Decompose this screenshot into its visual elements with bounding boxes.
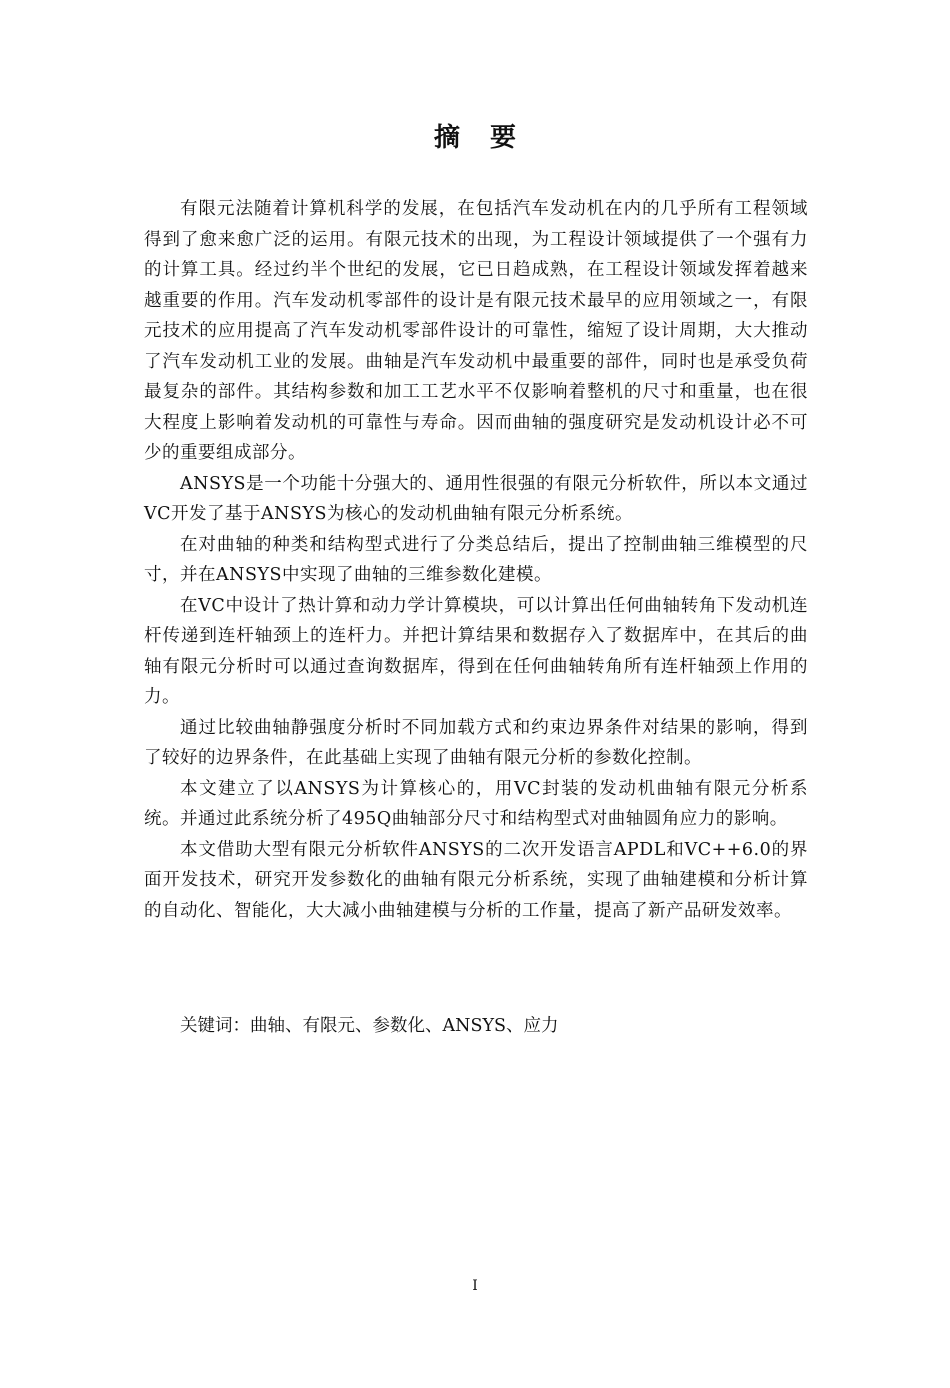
abstract-title: 摘要 [433, 123, 546, 153]
abstract-paragraph-6: 本文建立了以ANSYS为计算核心的，用VC封装的发动机曲轴有限元分析系统。并通过此系统分析了495Q曲轴部分尺寸和结构型式对曲轴圆角应力的影响。 [144, 778, 808, 829]
keywords-line: 关键词：曲轴、有限元、参数化、ANSYS、应力 [180, 1016, 559, 1036]
page-number: I [472, 1278, 478, 1294]
abstract-paragraph-7: 本文借助大型有限元分析软件ANSYS的二次开发语言APDL和VC++6.0的界面开发技术，研究开发参数化的曲轴有限元分析系统，实现了曲轴建模和分析计算的自动化、智能化，大大减小曲轴建模与分析的工作量，提高了新产品研发效率。 [144, 839, 808, 921]
abstract-paragraph-5: 通过比较曲轴静强度分析时不同加载方式和约束边界条件对结果的影响，得到了较好的边界条件，在此基础上实现了曲轴有限元分析的参数化控制。 [144, 717, 808, 768]
abstract-body [144, 194, 808, 926]
abstract-paragraph-4: 在VC中设计了热计算和动力学计算模块，可以计算出任何曲轴转角下发动机连杆传递到连杆轴颈上的连杆力。并把计算结果和数据存入了数据库中，在其后的曲轴有限元分析时可以通过查询数据库，得到在任何曲轴转角所有连杆轴颈上作用的力。 [144, 595, 808, 707]
abstract-paragraph-1: 有限元法随着计算机科学的发展，在包括汽车发动机在内的几乎所有工程领域得到了愈来愈广泛的运用。有限元技术的出现，为工程设计领域提供了一个强有力的计算工具。经过约半个世纪的发展，它已日趋成熟，在工程设计领域发挥着越来越重要的作用。汽车发动机零部件的设计是有限元技术最早的应用领域之一，有限元技术的应用提高了汽车发动机零部件设计的可靠性，缩短了设计周期，大大推动了汽车发动机工业的发展。曲轴是汽车发动机中最重要的部件，同时也是承受负荷最复杂的部件。其结构参数和加工工艺水平不仅影响着整机的尺寸和重量，也在很大程度上影响着发动机的可靠性与寿命。因而曲轴的强度研究是发动机设计必不可少的重要组成部分。 [144, 199, 808, 463]
abstract-paragraph-3: 在对曲轴的种类和结构型式进行了分类总结后，提出了控制曲轴三维模型的尺寸，并在ANSYS中实现了曲轴的三维参数化建模。 [144, 534, 808, 585]
abstract-paragraph-2: ANSYS是一个功能十分强大的、通用性很强的有限元分析软件，所以本文通过VC开发了基于ANSYS为核心的发动机曲轴有限元分析系统。 [144, 473, 808, 524]
